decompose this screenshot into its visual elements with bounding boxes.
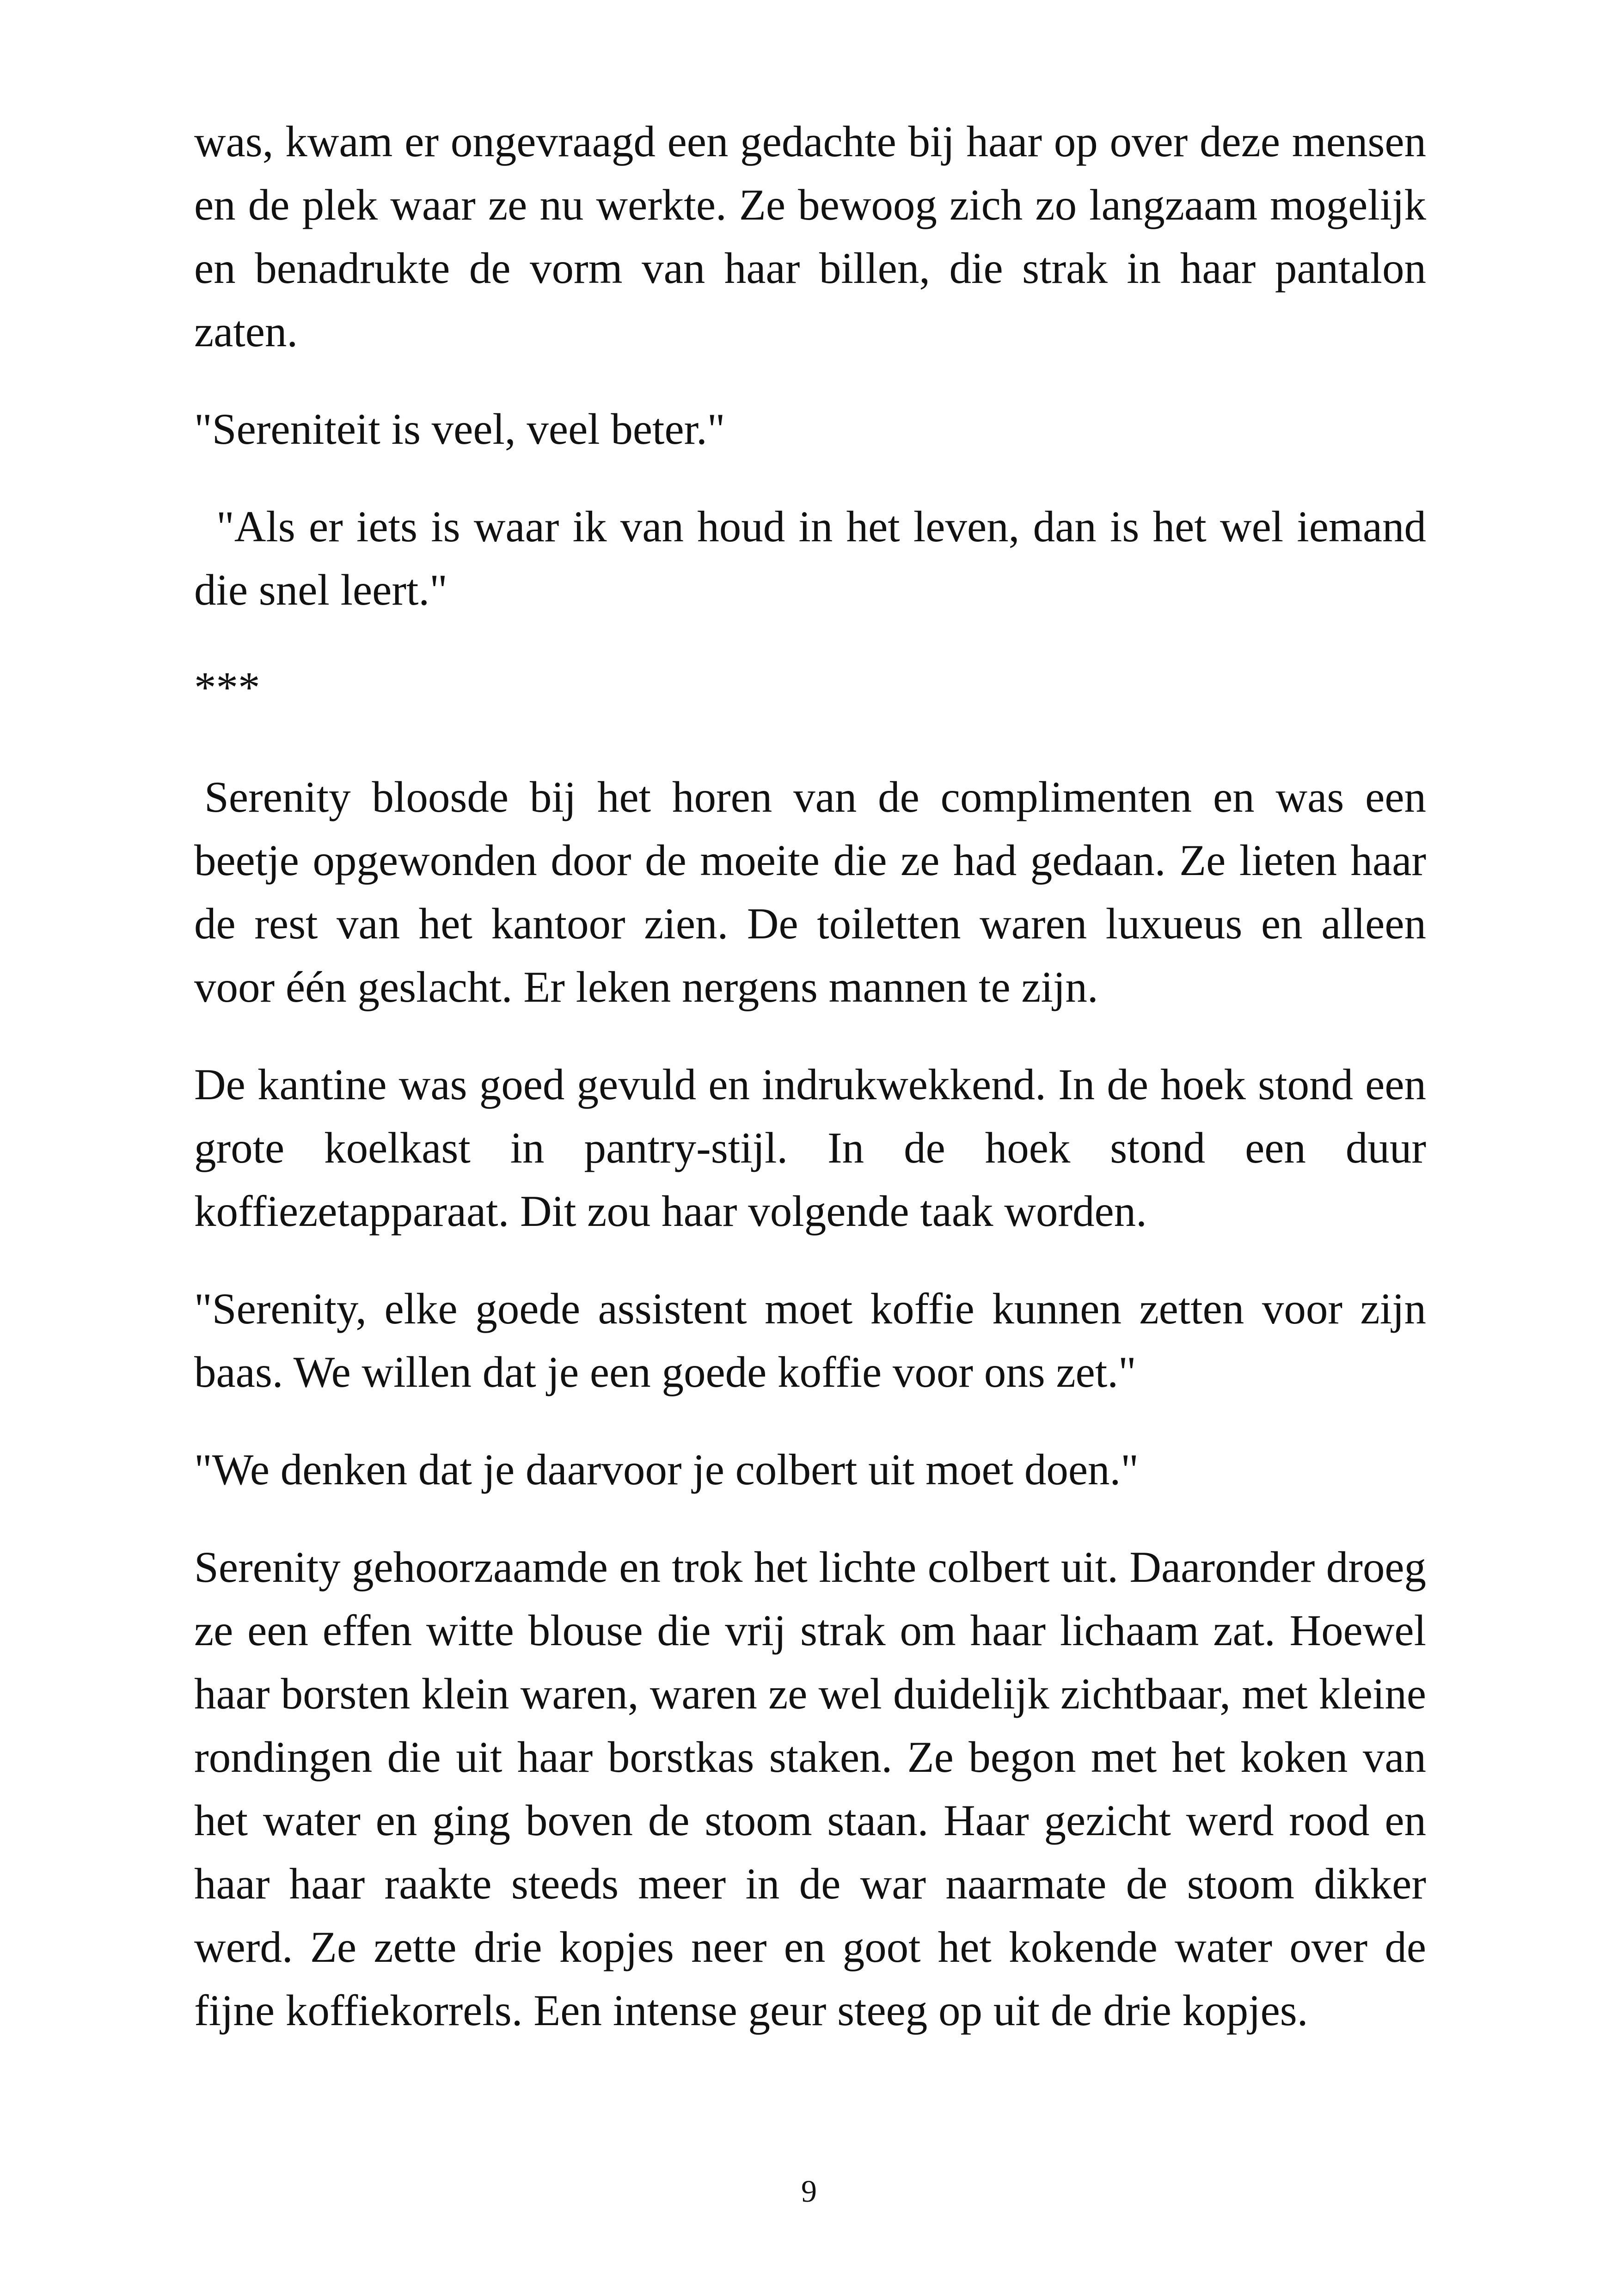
paragraph-kantine: De kantine was goed gevuld en indrukwekkend. In de hoek stond een grote koelkast in pantry-stijl. In de hoek stond een duur koffiezetapparaat. Dit zou haar volgende taak worden. <box>194 1060 1426 1236</box>
paragraph-bloosde: Serenity bloosde bij het horen van de complimenten en was een beetje opgewonden door de moeite die ze had gedaan. Ze lieten haar de rest van het kantoor zien. De toiletten waren luxueus en alleen voor één geslacht. Er leken nergens mannen te zijn. <box>194 772 1426 1011</box>
paragraph-dialogue-colbert: "We denken dat je daarvoor je colbert uit moet doen." <box>194 1445 1139 1494</box>
paragraph-gehoorzaamde: Serenity gehoorzaamde en trok het lichte colbert uit. Daaronder droeg ze een effen witte blouse die vrij strak om haar lichaam zat. Hoewel haar borsten klein waren, waren ze wel duidelijk zichtbaar, met kleine rondingen die uit haar borstkas staken. Ze begon met het koken van het water en ging boven de stoom staan. Haar gezicht werd rood en haar haar raakte steeds meer in de war naarmate de stoom dikker werd. Ze zette drie kopjes neer en goot het kokende water over de fijne koffiekorrels. Een intense geur steeg op uit de drie kopjes. <box>194 1543 1426 2035</box>
page-body <box>194 110 1426 2042</box>
page-number: 9 <box>801 2174 817 2209</box>
paragraph-dialogue-koffie: "Serenity, elke goede assistent moet koffie kunnen zetten voor zijn baas. We willen dat je een goede koffie voor ons zet." <box>194 1284 1426 1396</box>
paragraph-dialogue-sereniteit: "Sereniteit is veel, veel beter." <box>194 404 725 453</box>
paragraph-continuation: was, kwam er ongevraagd een gedachte bij haar op over deze mensen en de plek waar ze nu werkte. Ze bewoog zich zo langzaam mogelijk en benadrukte de vorm van haar billen, die strak in haar pantalon zaten. <box>194 117 1426 356</box>
paragraph-dialogue-snel-leert: "Als er iets is waar ik van houd in het leven, dan is het wel iemand die snel leert." <box>194 502 1426 614</box>
scene-break: *** <box>194 663 260 712</box>
